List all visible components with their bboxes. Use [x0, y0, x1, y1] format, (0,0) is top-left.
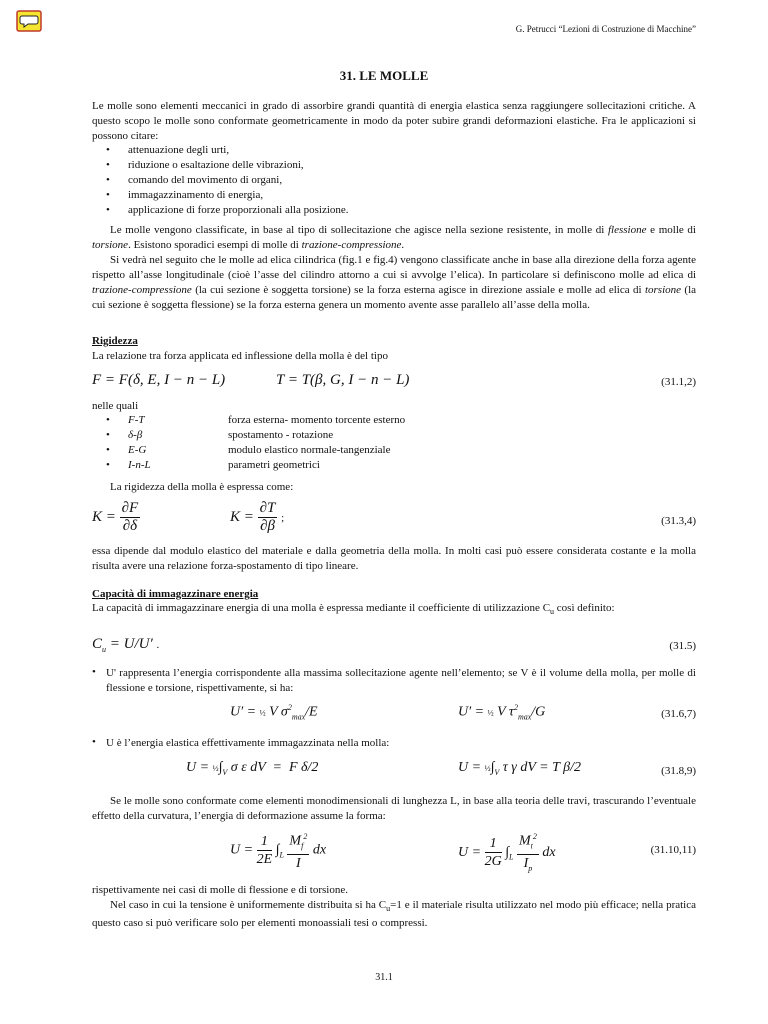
comment-icon[interactable] [16, 10, 42, 32]
equation-beam-tors: U = $\frac{1}{2G}$ $\int_L$ $\frac{M_t^2}{I_p}$ dx [458, 828, 556, 877]
classification-paragraph: Le molle vengono classificate, in base al tipo di sollecitazione che agisce nella sezione resistente, in molle di flessione e molle di torsione. Esistono sporadici esempi di molle di trazione-compressione. [92, 224, 696, 251]
document-page: G. Petrucci “Lezioni di Costruzione di Macchine” 31. LE MOLLE Le molle sono elementi meccanici in grado di assorbire grandi quantità di energia elastica senza raggiungere sollecitazioni critiche. A questo scopo le molle sono conformate geometricamente in modo da poter subire grandi deformazioni elastiche. Fra le applicazioni si possono citare: • attenuazione degli urti, • riduzione o esaltazione delle vibrazioni, • comando del movimento di organi, • immagazzinamento di energia, • applicazione di forze proporzionali alla posizione. Le molle vengono classificate, in base al tipo di sollecitazione che agisce nella sezione resistente, in molle di flessione e molle di torsione. Esistono sporadici esempi di molle di trazione-compressione. Si vedrà nel seguito che le molle ad elica cilindrica (fig.1 e fig.4) vengono classificate anche in base alla direzione della forza agente rispetto all’asse longitudinale (cioè l’asse del cilindro attorno a cui si avvolge l’elica). In particolare si definiscono molle ad elica di trazione-compressione (la cui sezione è soggetta torsione) se la forza esterna agisce in direzione assiale e molle ad elica di torsione (la cui sezione è soggetta flessione) se la forza esterna genera un momento avente asse parallelo all’asse della molla. Rigidezza La relazione tra forza applicata ed inflessione della molla è del tipo F = F(δ, E, I − n − L) T = T(β, G, I − n − L) (31.1,2) nelle quali • F-T forza esterna- momento torcente esterno • δ-β spostamento - rotazione • E-G modulo elastico normale-tangenziale • I-n-L parametri geometrici La rigidezza della molla è espressa come: K = $\frac{\partial F}{\partial\delta}$ K = $\frac{\partial T}{\partial\beta}$ ; (31.3,4) essa dipende dal modulo elastico del materiale e dalla geometria della molla. In molti casi può essere considerata costante e la molla risulta avere una relazione forza-spostamento di tipo lineare. Capacità di immagazzinare energia La capacità di immagazzinare energia di una molla è espressa mediante il coefficiente di utilizzazione $C_u$ così definito: $C_u = U/U'$ . (31.5) • U' rappresenta l’energia corrispondente alla massima sollecitazione agente nell’elemento; se V è il volume della molla, per molle di flessione e torsione, rispettivamente, si ha: U′ = ½ V $\sigma^2_{max}/E$ U′ = ½ V $\tau^2_{max}/G$ (31.6,7) • U è l’energia elastica effettivamente immagazzinata nella molla: $U = \frac{1}{2}\int_V$ σ ε dV = F δ/2 $U = \frac{1}{2}\int_V$ τ γ dV = T β/2 (31.8,9) Se le molle sono conformate come elementi monodimensionali di lunghezza L, in base alla teoria delle travi, trascurando l’eventuale effetto della curvatura, l’energia di deformazione assume la forma: U = $\frac{1}{2E}$ $\int_L$ $\frac{M_f^2}{I}$ dx U = $\frac{1}{2G}$ $\int_L$ $\frac{M_t^2}{I_p}$ dx (31.10,11) rispettivamente nei casi di molle di flessione e di torsione. Nel caso in cui la tensione è uniformemente distribuita si ha $C_u=1$ e il materiale risulta utilizzato nel modo più efficace; nella pratica questo caso si può verificare solo per elementi monoassiali tesi o compressi. 31.1 [0, 0, 768, 1024]
equation-u-flex: $U = \frac{1}{2}\int_V$ σ ε dV = F δ/2 [186, 760, 319, 777]
page-number: 31.1 [375, 972, 393, 983]
list-item: • applicazione di forze proporzionali alla posizione. [106, 203, 606, 218]
header-note: G. Petrucci “Lezioni di Costruzione di Macchine” [515, 24, 696, 34]
capacita-lead: La capacità di immagazzinare energia di una molla è espressa mediante il coefficiente di utilizzazione $C_u$ così definito: [92, 602, 615, 617]
rigidezza-espressa: La rigidezza della molla è espressa come: [110, 481, 294, 493]
final-paragraph: Nel caso in cui la tensione è uniformemente distribuita si ha $C_u=1$ e il materiale risulta utilizzato nel modo più efficace; nella pratica questo caso si può verificare solo per elementi monoassiali tesi o compressi. [92, 899, 696, 930]
list-item: • immagazzinamento di energia, [106, 188, 606, 203]
helical-paragraph: Si vedrà nel seguito che le molle ad elica cilindrica (fig.1 e fig.4) vengono classificate anche in base alla direzione della forza agente rispetto all’asse longitudinale (cioè l’asse del cilindro attorno a cui si avvolge l’elica). In particolare si definiscono molle ad elica di trazione-compressione (la cui sezione è soggetta torsione) se la forza esterna agisce in direzione assiale e molle ad elica di torsione (la cui sezione è soggetta flessione) se la forza esterna genera un momento avente asse parallelo all’asse della molla. [92, 254, 697, 311]
list-item: • attenuazione degli urti, [106, 143, 606, 158]
equation-number: (31.3,4) [661, 515, 696, 527]
equation-force: F = F(δ, E, I − n − L) [92, 372, 226, 388]
equation-number: (31.5) [669, 640, 696, 652]
equation-torque: T = T(β, G, I − n − L) [276, 372, 410, 388]
list-item: • E-G modulo elastico normale-tangenziale [106, 443, 526, 458]
equation-u-tors: $U = \frac{1}{2}\int_V$ τ γ dV = T β/2 [458, 760, 581, 777]
rispettivamente-paragraph: rispettivamente nei casi di molle di flessione e di torsione. [92, 884, 348, 896]
bullet-u: U è l’energia elastica effettivamente immagazzinata nella molla: [106, 737, 390, 749]
equation-number: (31.8,9) [661, 765, 696, 777]
section-heading-rigidezza: Rigidezza [92, 335, 138, 347]
equation-stiffness-k-f: K = $\frac{\partial F}{\partial\delta}$ [92, 500, 139, 534]
intro-paragraph: Le molle sono elementi meccanici in grado di assorbire grandi quantità di energia elastica senza raggiungere sollecitazioni critiche. A questo scopo le molle sono conformate geometricamente in modo da poter subire grandi deformazioni elastiche. Fra le applicazioni si possono citare: [92, 100, 696, 142]
definitions-list [106, 413, 526, 473]
equation-cu: $C_u = U/U'$ . [92, 636, 160, 654]
applications-list [106, 143, 606, 218]
equation-beam-flex: U = $\frac{1}{2E}$ $\int_L$ $\frac{M_f^2}{I}$ dx [230, 828, 326, 872]
nelle-quali: nelle quali [92, 400, 139, 412]
list-item: • I-n-L parametri geometrici [106, 458, 526, 473]
list-item: • comando del movimento di organi, [106, 173, 606, 188]
equation-number: (31.6,7) [661, 708, 696, 720]
beam-theory-paragraph: Se le molle sono conformate come elementi monodimensionali di lunghezza L, in base alla teoria delle travi, trascurando l’eventuale effetto della curvatura, l’energia di deformazione assume la forma: [92, 795, 696, 822]
list-item: • riduzione o esaltazione delle vibrazioni, [106, 158, 606, 173]
equation-u-prime-flex: U′ = ½ V $\sigma^2_{max}/E$ [230, 703, 318, 722]
rigidezza-lead: La relazione tra forza applicata ed inflessione della molla è del tipo [92, 350, 388, 362]
list-item: • F-T forza esterna- momento torcente esterno [106, 413, 526, 428]
bullet-u-prime: U' rappresenta l’energia corrispondente alla massima sollecitazione agente nell’elemento; se V è il volume della molla, per molle di flessione e torsione, rispettivamente, si ha: [106, 667, 696, 694]
list-item: • δ-β spostamento - rotazione [106, 428, 526, 443]
page-title: 31. LE MOLLE [339, 68, 429, 83]
rigidezza-after: essa dipende dal modulo elastico del materiale e dalla geometria della molla. In molti casi può essere considerata costante e la molla risulta avere una relazione forza-spostamento di tipo lineare. [92, 545, 696, 572]
equation-number: (31.1,2) [661, 376, 696, 388]
equation-u-prime-tors: U′ = ½ V $\tau^2_{max}/G$ [458, 703, 546, 722]
section-heading-capacita: Capacità di immagazzinare energia [92, 588, 259, 600]
equation-number: (31.10,11) [650, 844, 696, 856]
equation-stiffness-k-t: K = $\frac{\partial T}{\partial\beta}$ ; [230, 500, 285, 534]
